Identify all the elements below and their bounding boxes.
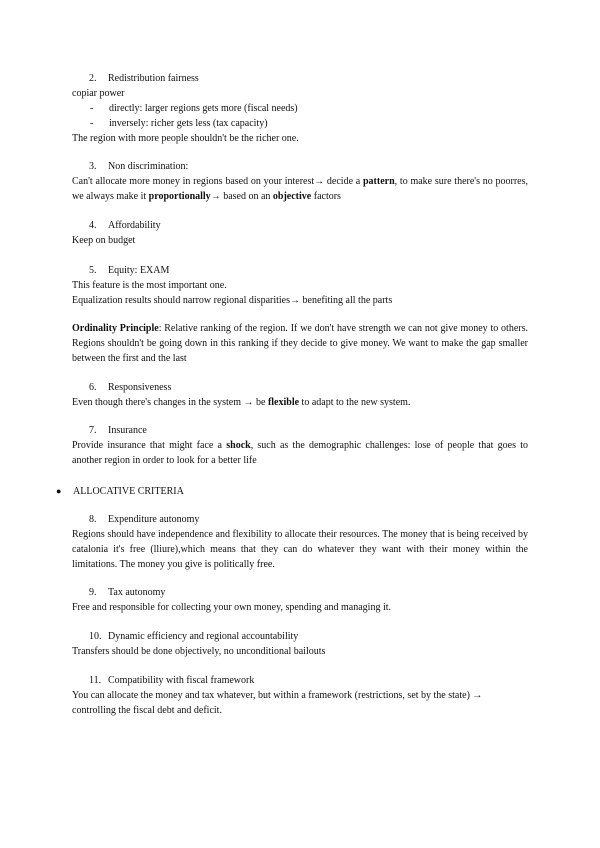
section-equity [72, 263, 528, 308]
section-heading: 9. Tax autonomy [89, 587, 166, 598]
section-title: Redistribution fairness [108, 73, 199, 84]
paragraph: copiar power [72, 88, 125, 99]
section-dynamic-efficiency [72, 629, 528, 659]
section-non-discrimination [72, 159, 528, 204]
section-insurance [72, 423, 528, 468]
section-affordability [72, 218, 528, 248]
section-heading: 10. Dynamic efficiency and regional accountability [89, 631, 299, 642]
section-number: 2. [89, 73, 97, 84]
paragraph: The region with more people shouldn't be the richer one. [72, 133, 299, 144]
dash-list-item: - directly: larger regions gets more (fiscal needs) [90, 103, 298, 114]
section-heading: 4. Affordability [89, 220, 161, 231]
paragraph: This feature is the most important one. [72, 280, 227, 291]
paragraph: Even though there's changes in the system → be flexible to adapt to the new system. [72, 397, 411, 408]
section-expenditure-autonomy [72, 512, 528, 572]
section-compatibility-fiscal-framework [72, 673, 528, 718]
section-redistribution-fairness [72, 71, 528, 146]
bullet-icon: ● [56, 486, 62, 496]
paragraph: Free and responsible for collecting your own money, spending and managing it. [72, 602, 391, 613]
paragraph: You can allocate the money and tax whatever, but within a framework (restrictions, set by the state) → controlling the fiscal debt and deficit. [72, 690, 483, 716]
ordinality-term: Ordinality Principle [72, 323, 159, 334]
section-heading: 7. Insurance [89, 425, 147, 436]
section-heading: 6. Responsiveness [89, 382, 172, 393]
paragraph: Can't allocate more money in regions based on your interest→ decide a pattern, to make sure there's no poorres, we always make it proportionally→ based on an objective factors [72, 176, 528, 202]
section-heading [72, 71, 528, 86]
section-heading: 3. Non discrimination: [89, 161, 189, 172]
paragraph: Keep on budget [72, 235, 136, 246]
section-heading: 8. Expenditure autonomy [89, 514, 200, 525]
section-responsiveness [72, 380, 528, 410]
section-heading: 11. Compatibility with fiscal framework [89, 675, 255, 686]
bullet-heading-allocative-criteria: ● ALLOCATIVE CRITERIA [56, 486, 184, 497]
paragraph: Equalization results should narrow regional disparities→ benefiting all the parts [72, 295, 393, 306]
section-heading: 5. Equity: EXAM [89, 265, 170, 276]
paragraph: Provide insurance that might face a shock, such as the demographic challenges: lose of people that goes to another region in order to look for a better life [72, 440, 528, 466]
dash-list-item: - inversely: richer gets less (tax capacity) [90, 118, 268, 129]
ordinality-principle-paragraph: Ordinality Principle: Relative ranking of the region. If we don't have strength we can not give money to others. Regions shouldn't be going down in this ranking if they decide to give money. We want to make the gap smaller between the first and the last [72, 323, 528, 364]
paragraph: Transfers should be done objectively, no unconditional bailouts [72, 646, 326, 657]
section-tax-autonomy [72, 585, 528, 615]
paragraph: Regions should have independence and flexibility to allocate their resources. The money that is being received by catalonia it's free (lliure),which means that they can do whatever they want with their money within the limitations. The money you give is politically free. [72, 529, 528, 570]
